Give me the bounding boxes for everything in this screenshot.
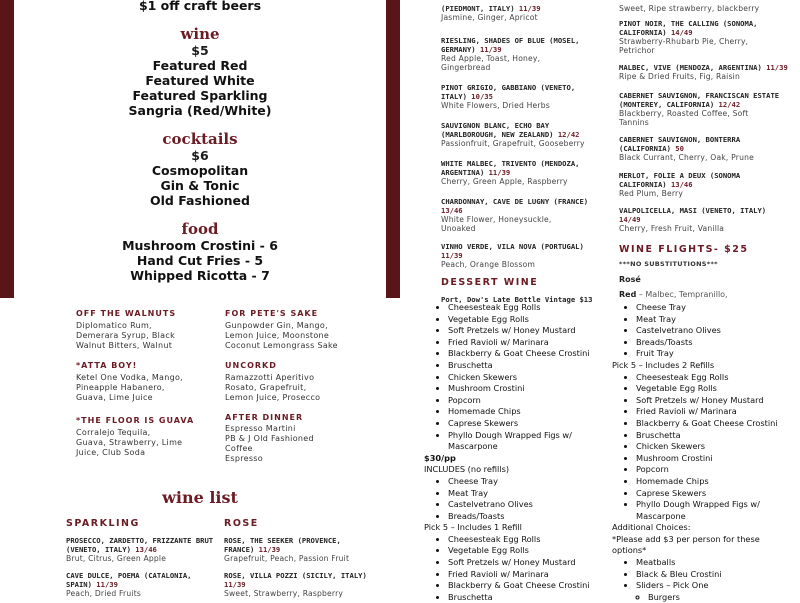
wine-name: PINOT NOIR, THE CALLING (SONOMA, CALIFORNIA) [619, 19, 758, 37]
catering-package-right [612, 302, 797, 603]
cocktail-name: *ATTA BOY! [76, 361, 138, 370]
list-item: • Vegetable Egg Rolls [636, 383, 797, 395]
cocktail-desc: Gunpowder Gin, Mango, [225, 321, 328, 330]
list-item: • Bruschetta [448, 360, 614, 372]
wine-price: $5 [191, 43, 209, 58]
hh-item: Cosmopolitan [151, 163, 249, 178]
sub-list [612, 592, 797, 603]
cocktail-for-petes-sake [225, 309, 375, 351]
list-item: • Fruit Tray [636, 348, 797, 360]
cocktails-heading: cocktails [162, 130, 238, 148]
wine-notes: Passionfruit, Grapefruit, Gooseberry [441, 139, 585, 148]
list-item: • Popcorn [636, 464, 797, 476]
wine-notes: Blackberry, Roasted Coffee, Soft [619, 109, 749, 118]
list-item: • Soft Pretzels w/ Honey Mustard [448, 325, 614, 337]
list-item: • Fried Ravioli w/ Marinara [636, 406, 797, 418]
wine-notes: Ripe & Dried Fruits, Fig, Raisin [619, 72, 740, 81]
wine-notes: Tannins [619, 118, 649, 127]
bullet-list [612, 302, 797, 360]
bullet-list [424, 476, 614, 522]
wine-price: 11/39 [479, 45, 502, 54]
cocktail-name: UNCORKD [225, 361, 277, 370]
bullet-list [424, 302, 614, 453]
wine-entry [619, 4, 789, 19]
cocktail-desc: Guava, Lime Juice [76, 393, 153, 402]
list-item: • Chicken Skewers [448, 372, 614, 384]
list-item: • Cheese Tray [448, 476, 614, 488]
wine-name: PINOT GRIGIO, GABBIANO (VENETO, ITALY) [441, 83, 576, 101]
cocktail-name: *THE FLOOR IS GUAVA [76, 416, 195, 425]
sparkling-heading: SPARKLING [66, 518, 140, 529]
wine-name: VALPOLICELLA, MASI (VENETO, ITALY) [619, 206, 767, 215]
cocktail-off-the-walnuts [76, 309, 216, 351]
cocktail-atta-boy [76, 361, 216, 403]
cocktail-desc: Coffee [225, 444, 253, 453]
hh-item: Sangria (Red/White) [128, 103, 272, 118]
flight-rose: Rosé [619, 275, 641, 284]
wine-notes: Red Plum, Berry [619, 189, 684, 198]
wine-price: 10/35 [471, 92, 493, 101]
wine-entry [66, 571, 216, 598]
hh-item: Featured White [145, 73, 255, 88]
list-item: • Phyllo Dough Wrapped Figs w/ Mascarpone [448, 430, 578, 453]
wine-notes: Unoaked [441, 224, 476, 233]
cocktail-name: OFF THE WALNUTS [76, 309, 177, 318]
wine-notes: Gingerbread [441, 63, 491, 72]
wine-price: 13/46 [441, 206, 463, 215]
wine-notes: Peach, Dried Fruits [66, 589, 142, 598]
red-wine-list [619, 4, 789, 233]
cocktail-desc: Guava, Strawberry, Lime [76, 438, 183, 447]
wine-name: RIESLING, SHADES OF BLUE (MOSEL, GERMANY) [441, 36, 580, 54]
wine-name: CABERNET SAUVIGNON, BONTERRA (CALIFORNIA) [619, 135, 741, 153]
craft-beer-line: $1 off craft beers [138, 0, 262, 13]
wine-entry [441, 242, 601, 269]
cocktail-uncorkd [225, 361, 375, 403]
food-heading: food [181, 220, 219, 238]
wine-name: PROSECCO, ZARDETTO, FRIZZANTE BRUT (VENETO, ITALY) [66, 536, 214, 554]
list-item: • Caprese Skewers [448, 418, 614, 430]
wine-name: ROSE, VILLA POZZI (SICILY, ITALY) [224, 571, 367, 580]
list-item: • Meat Tray [448, 488, 614, 500]
hh-item: Featured Sparkling [132, 88, 268, 103]
list-item: • Homemade Chips [636, 476, 797, 488]
pick-line: Pick 5 – Includes 1 Refill [424, 522, 522, 533]
catering-package-left [424, 302, 614, 603]
additional-choices: Additional Choices: [612, 522, 691, 533]
pick-line: Pick 5 – Includes 2 Refills [612, 359, 715, 370]
list-item: • Meat Tray [636, 314, 797, 326]
wine-entry [441, 36, 601, 83]
wine-name: CHARDONNAY, CAVE DE LUGNY (FRANCE) [441, 197, 589, 206]
wine-notes: White Flower, Honeysuckle, [441, 215, 552, 224]
list-item: • Blackberry & Goat Cheese Crostini [448, 580, 614, 592]
wine-price: 12/42 [557, 130, 580, 139]
happy-hour-card [0, 0, 400, 298]
list-item: • Sliders – Pick One [636, 580, 797, 592]
wine-entry [224, 536, 374, 563]
wine-price: 50 [675, 144, 684, 153]
list-item: • Breads/Toasts [636, 337, 797, 349]
cocktail-desc: Pineapple Habanero, [76, 383, 165, 392]
cocktail-desc: Corralejo Tequila, [76, 428, 151, 437]
wine-entry [619, 206, 789, 233]
list-item: ◦ Burgers [648, 592, 797, 603]
bullet-list [612, 372, 797, 523]
wine-price: 13/46 [670, 180, 693, 189]
wine-notes: Strawberry-Rhubarb Pie, Cherry, [619, 37, 749, 46]
no-substitutions-note: ***NO SUBSTITUTIONS*** [619, 260, 718, 268]
package-price: $30/pp [424, 452, 456, 463]
wine-list-title: wine list [162, 488, 238, 507]
wine-price: 11/39 [96, 580, 118, 589]
cocktail-name: AFTER DINNER [225, 413, 304, 422]
wine-notes: Jasmine, Ginger, Apricot [441, 13, 538, 22]
flight-red-text: – Malbec, Tempranillo, [636, 290, 728, 299]
hh-item: Mushroom Crostini - 6 [122, 238, 278, 253]
list-item: • Cheesesteak Egg Rolls [448, 534, 614, 546]
wine-name: SAUVIGNON BLANC, ECHO BAY (MARLBOROUGH, NEW ZEALAND) [441, 121, 554, 139]
cocktail-desc: PB & J Old Fashioned [225, 434, 314, 443]
bullet-list [612, 557, 797, 592]
cocktail-floor-is-guava [76, 416, 216, 458]
rose-heading: ROSE [224, 518, 259, 529]
cocktail-name: FOR PETE'S SAKE [225, 309, 319, 318]
dessert-wine-line: Port, Dow's Late Bottle Vintage $13 [441, 295, 593, 304]
wine-price: 11/39 [488, 168, 511, 177]
wine-entry [224, 571, 374, 598]
list-item: • Mushroom Crostini [636, 453, 797, 465]
hh-item: Hand Cut Fries - 5 [136, 253, 264, 268]
list-item: • Breads/Toasts [448, 511, 614, 523]
list-item: • Bruschetta [448, 592, 614, 603]
wine-name: CABERNET SAUVIGNON, FRANCISCAN ESTATE (MONTEREY, CALIFORNIA) [619, 91, 780, 109]
cocktail-desc: Ketel One Vodka, Mango, [76, 373, 184, 382]
hh-item: Gin & Tonic [160, 178, 240, 193]
wine-name: MERLOT, FOLIE A DEUX (SONOMA CALIFORNIA) [619, 171, 741, 189]
list-item: • Cheesesteak Egg Rolls [636, 372, 797, 384]
cocktail-desc: Rosato, Grapefruit, [225, 383, 307, 392]
wine-notes: Cherry, Fresh Fruit, Vanilla [619, 224, 725, 233]
card-border-right [386, 0, 400, 298]
list-item: • Blackberry & Goat Cheese Crostini [636, 418, 797, 430]
wine-price: 14/49 [670, 28, 693, 37]
list-item: • Vegetable Egg Rolls [448, 545, 614, 557]
cocktail-desc: Espresso Martini [225, 424, 296, 433]
wine-price: 11/39 [224, 580, 246, 589]
cocktail-desc: Ramazzotti Aperitivo [225, 373, 315, 382]
cocktail-desc: Lemon Juice, Moonstone [225, 331, 330, 340]
wine-notes: Sweet, Strawberry, Raspberry [224, 589, 344, 598]
wine-price: 14/49 [619, 215, 641, 224]
white-wine-list [441, 4, 601, 269]
wine-name: (PIEDMONT, ITALY) [441, 4, 515, 13]
wine-entry [619, 63, 789, 91]
wine-notes: Brut, Citrus, Green Apple [66, 554, 167, 563]
wine-entry [619, 135, 789, 171]
wine-entry [441, 83, 601, 121]
wine-name: ROSE, THE SEEKER (PROVENCE, FRANCE) [224, 536, 341, 554]
wine-price: 13/46 [135, 545, 157, 554]
wine-notes: Petrichor [619, 46, 655, 55]
cocktails-price: $6 [191, 148, 209, 163]
wine-name: WHITE MALBEC, TRIVENTO (MENDOZA, ARGENTINA) [441, 159, 580, 177]
dessert-wine-heading: DESSERT WINE [441, 277, 539, 288]
wine-entry [66, 536, 216, 563]
list-item: • Mushroom Crostini [448, 383, 614, 395]
wine-entry [441, 159, 601, 197]
hh-item: Featured Red [152, 58, 248, 73]
cocktail-desc: Juice, Club Soda [76, 448, 146, 457]
cocktail-desc: Demerara Syrup, Black [76, 331, 176, 340]
list-item: • Blackberry & Goat Cheese Crostini [448, 348, 614, 360]
wine-notes: Grapefruit, Peach, Passion Fruit [224, 554, 350, 563]
wine-notes: Black Currant, Cherry, Oak, Prune [619, 153, 754, 162]
list-item: • Fried Ravioli w/ Marinara [448, 337, 614, 349]
wine-flights-heading: WINE FLIGHTS- $25 [619, 244, 749, 255]
hh-item: Whipped Ricotta - 7 [130, 268, 270, 283]
wine-price: 12/42 [718, 100, 741, 109]
card-border-left [0, 0, 14, 298]
cocktail-after-dinner [225, 413, 375, 464]
wine-price: 11/39 [766, 63, 788, 72]
additional-note: *Please add $3 per person for these options* [612, 533, 760, 556]
wine-notes: Red Apple, Toast, Honey, [441, 54, 541, 63]
list-item: • Soft Pretzels w/ Honey Mustard [448, 557, 614, 569]
list-item: • Fried Ravioli w/ Marinara [448, 569, 614, 581]
wine-entry [619, 19, 789, 63]
wine-notes: Cherry, Green Apple, Raspberry [441, 177, 568, 186]
happy-hour-content [14, 0, 386, 298]
wine-price: 11/39 [258, 545, 281, 554]
list-item: • Bruschetta [636, 430, 797, 442]
wine-heading: wine [180, 25, 220, 43]
wine-price: 11/39 [518, 4, 541, 13]
list-item: • Meatballs [636, 557, 797, 569]
list-item: • Chicken Skewers [636, 441, 797, 453]
list-item: • Homemade Chips [448, 406, 614, 418]
wine-entry [619, 171, 789, 206]
list-item: • Vegetable Egg Rolls [448, 314, 614, 326]
wine-name: CAVE DULCE, POEMA (CATALONIA, SPAIN) [66, 571, 192, 589]
flight-red-label: Red [619, 290, 637, 299]
list-item: • Cheese Tray [636, 302, 797, 314]
list-item: • Black & Bleu Crostini [636, 569, 797, 581]
bullet-list [424, 534, 614, 603]
wine-entry [441, 197, 601, 242]
wine-name: VINHO VERDE, VILA NOVA (PORTUGAL) [441, 242, 584, 251]
list-item: • Castelvetrano Olives [448, 499, 614, 511]
wine-price: 11/39 [441, 251, 463, 260]
list-item: • Castelvetrano Olives [636, 325, 797, 337]
list-item: • Soft Pretzels w/ Honey Mustard [636, 395, 797, 407]
wine-notes: Sweet, Ripe strawberry, blackberry [619, 4, 760, 13]
wine-notes: White Flowers, Dried Herbs [441, 101, 550, 110]
wine-name: MALBEC, VIVE (MENDOZA, ARGENTINA) [619, 63, 762, 72]
wine-entry [619, 91, 789, 135]
cocktail-desc: Coconut Lemongrass Sake [225, 341, 338, 350]
cocktail-desc: Walnut Bitters, Walnut [76, 341, 173, 350]
cocktail-desc: Diplomatico Rum, [76, 321, 152, 330]
wine-entry [441, 121, 601, 159]
list-item: • Phyllo Dough Wrapped Figs w/ Mascarpone [636, 499, 766, 522]
wine-entry [441, 4, 601, 36]
hh-item: Old Fashioned [150, 193, 250, 208]
includes-line: INCLUDES (no refills) [424, 464, 510, 475]
wine-notes: Peach, Orange Blossom [441, 260, 536, 269]
list-item: • Popcorn [448, 395, 614, 407]
list-item: • Caprese Skewers [636, 488, 797, 500]
flight-red [619, 290, 728, 299]
cocktail-desc: Lemon Juice, Prosecco [225, 393, 321, 402]
cocktail-desc: Espresso [225, 454, 263, 463]
list-item: • Cheesesteak Egg Rolls [448, 302, 614, 314]
